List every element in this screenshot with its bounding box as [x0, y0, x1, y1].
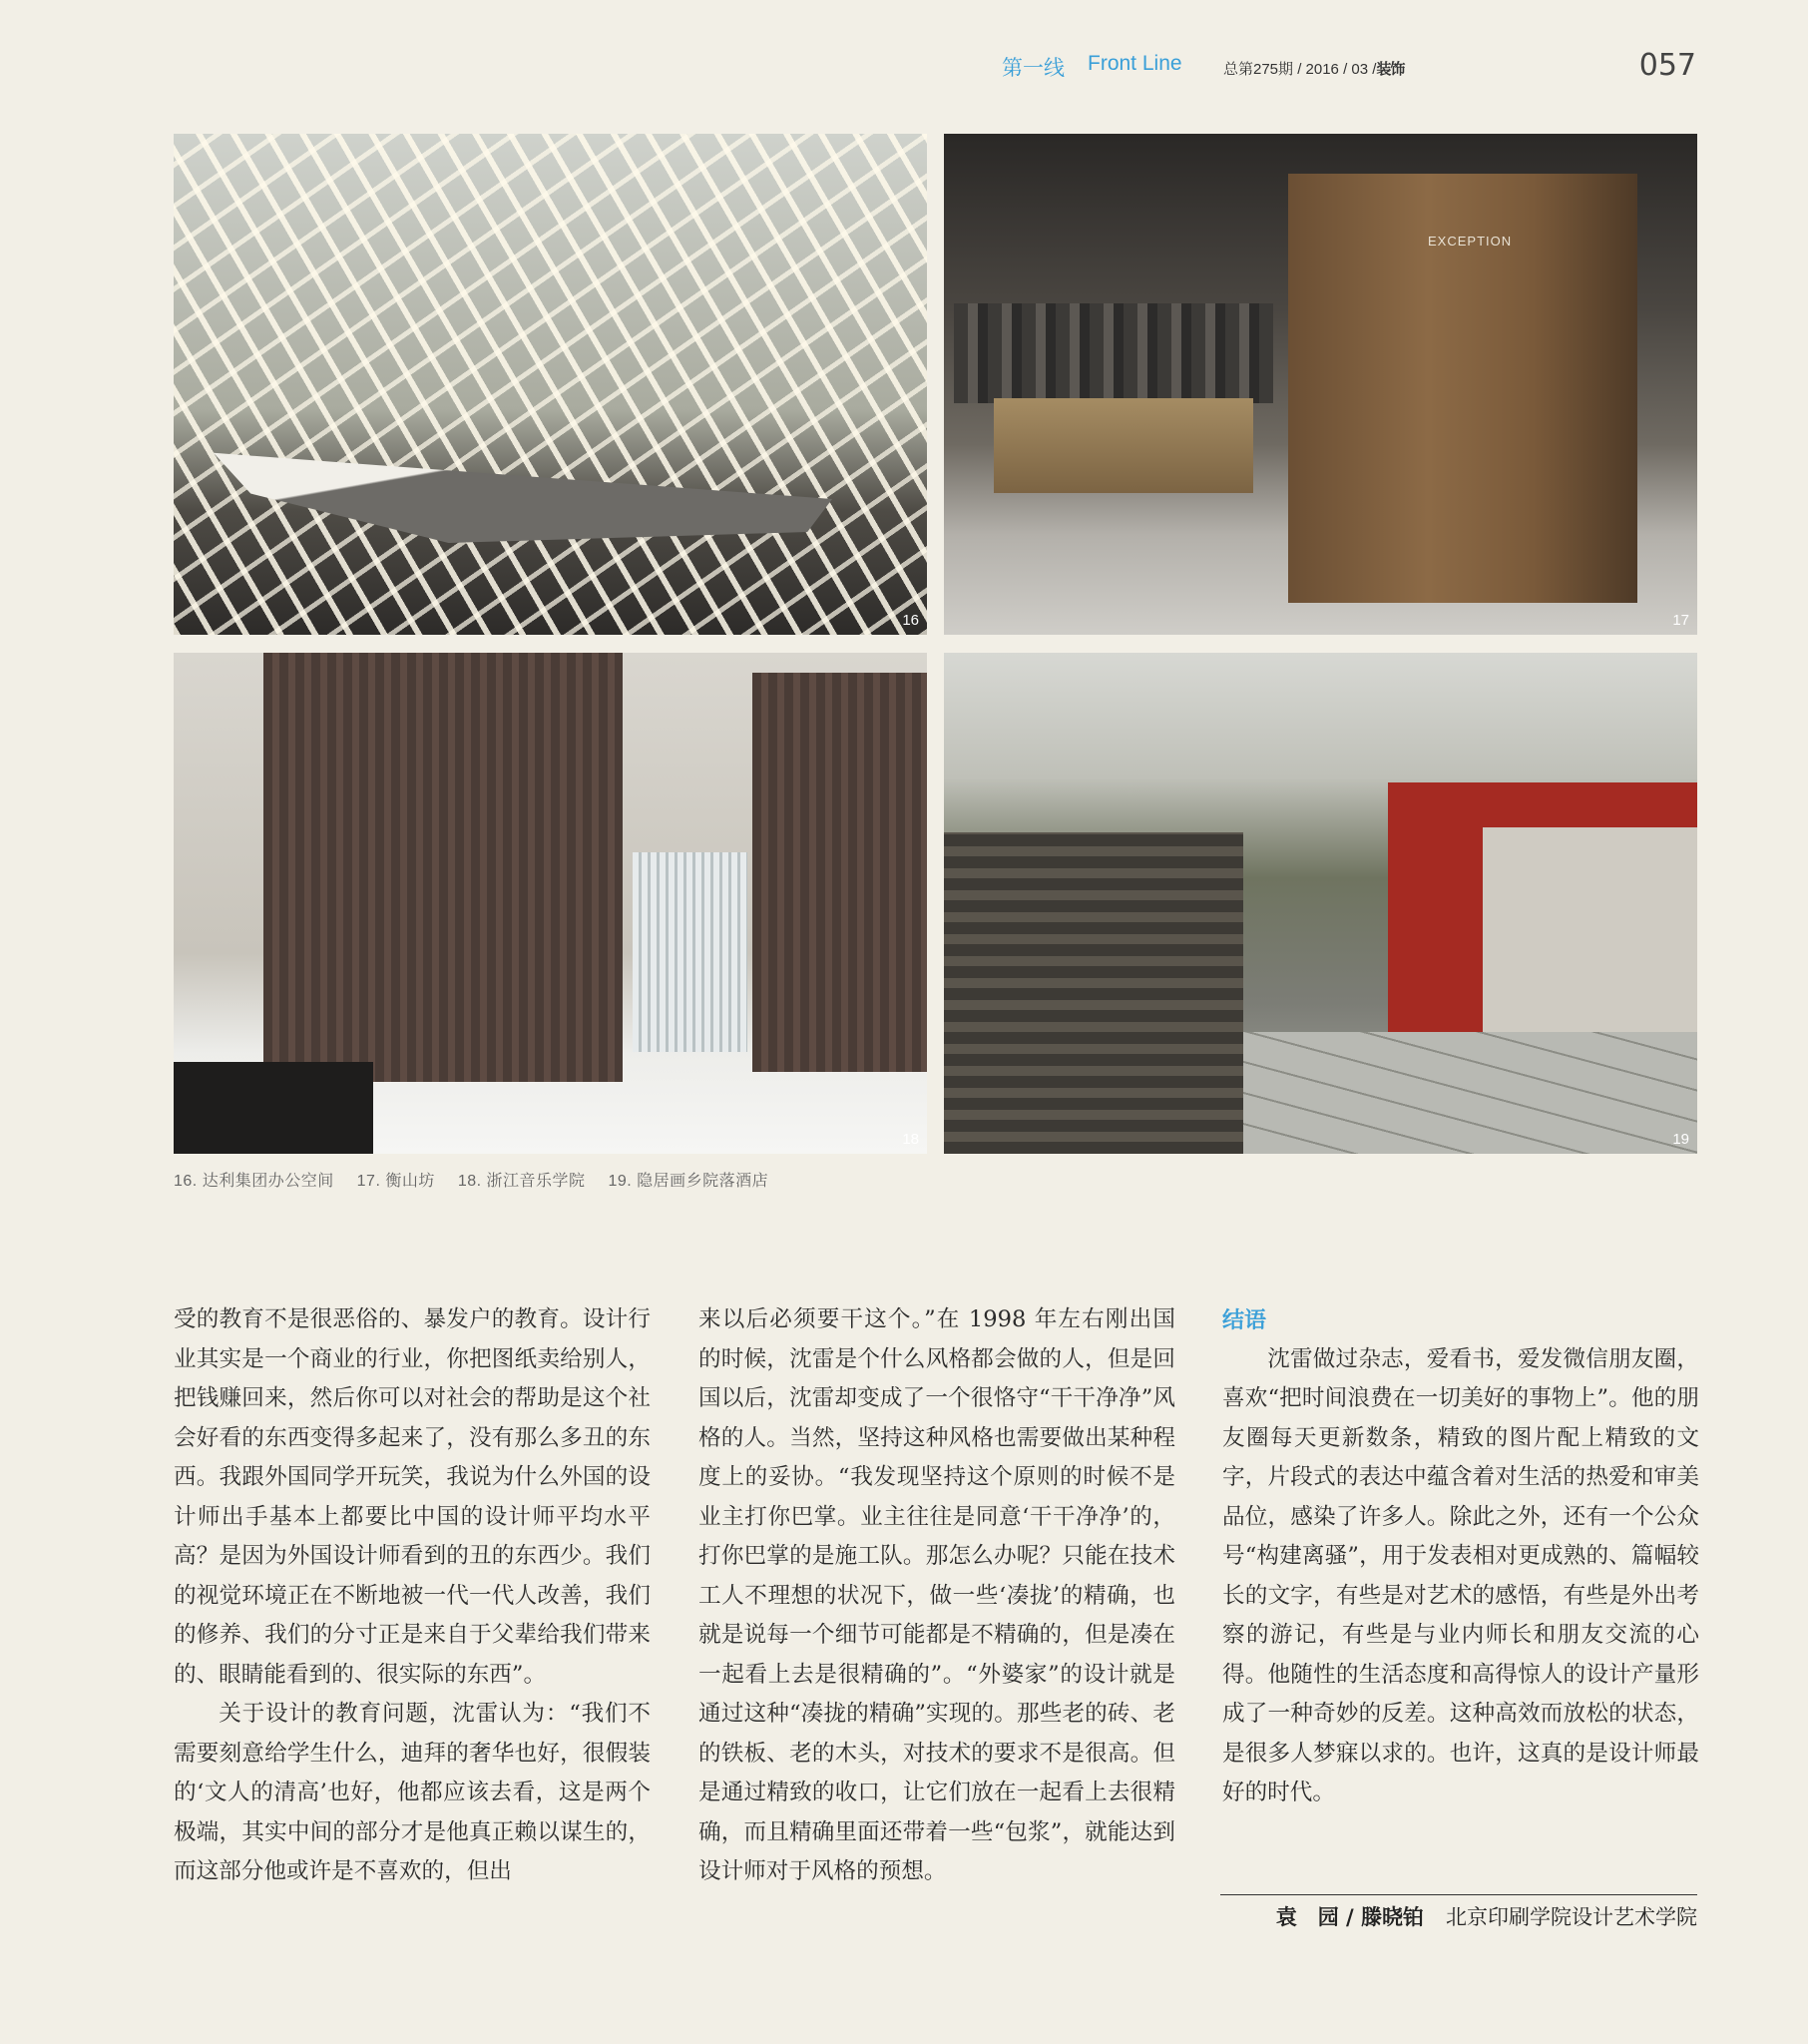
- photo-number: 18: [902, 1131, 919, 1148]
- paragraph: 沈雷做过杂志，爱看书，爱发微信朋友圈，喜欢“把时间浪费在一切美好的事物上”。他的朋友圈每天更新数条，精致的图片配上精致的文字，片段式的表达中蕴含着对生活的热爱和审美品位，感染了许多人。除此之外，还有一个公众号“构建离骚”，用于发表相对更成熟的、篇幅较长的文字，有些是对艺术的感悟，有些是外出考察的游记，有些是与业内师长和朋友交流的心得。他随性的生活态度和高得惊人的设计产量形成了一种奇妙的反差。这种高效而放松的状态，是很多人梦寐以求的。也许，这真的是设计师最好的时代。: [1222, 1345, 1699, 1805]
- caption-17: 17. 衡山坊: [356, 1173, 435, 1190]
- photo-captions: [174, 1168, 786, 1191]
- author-divider: [1220, 1894, 1697, 1895]
- photo-19-courtyard-hotel: [944, 653, 1697, 1154]
- page-number: 057: [1638, 48, 1696, 83]
- page-header: [1002, 48, 1700, 88]
- photo-18-zhejiang-conservatory: [174, 653, 927, 1154]
- caption-18: 18. 浙江音乐学院: [457, 1173, 586, 1190]
- glass-facade-shape: [633, 852, 747, 1052]
- photo-17-hengshanfang: [944, 134, 1697, 635]
- issue-number: 总第275期 / 2016 / 03 /: [1223, 61, 1377, 78]
- paragraph: 关于设计的教育问题，沈雷认为：“我们不需要刻意给学生什么，迪拜的奢华也好，很假装的‘文人的清高’也好，他都应该去看，这是两个极端，其实中间的部分才是他真正赖以谋生的，而这部分他或许是不喜欢的，但出: [174, 1701, 651, 1884]
- author-line: [1220, 1901, 1697, 1931]
- photo-16-office-space: [174, 134, 927, 635]
- stone-paving-shape: [1243, 1032, 1697, 1154]
- wood-column-shape: [752, 673, 927, 1072]
- paragraph: 来以后必须要干这个。”在 1998 年左右刚出国的时候，沈雷是个什么风格都会做的人，但是回国以后，沈雷却变成了一个很恪守“干干净净”风格的人。当然，坚持这种风格也需要做出某种程度上的妥协。“我发现坚持这个原则的时候不是业主打你巴掌。业主往往是同意‘干干净净’的，打你巴掌的是施工队。那怎么办呢？只能在技术工人不理想的状况下，做一些‘凑拢’的精确，也就是说每一个细节可能都是不精确的，但是凑在一起看上去是很精确的”。“外婆家”的设计就是通过这种“凑拢的精确”实现的。那些老的砖、老的铁板、老的木头，对技术的要求不是很高。但是通过精致的收口，让它们放在一起看上去很精确，而且精确里面还带着一些“包浆”，就能达到设计师对于风格的预想。: [698, 1306, 1175, 1884]
- article-column-2: [698, 1300, 1175, 1892]
- section-title-en: Front Line: [1088, 52, 1182, 75]
- reception-desk-shape: [174, 1062, 373, 1154]
- photo-number: 17: [1672, 612, 1689, 629]
- author-affiliation: 北京印刷学院设计艺术学院: [1446, 1905, 1697, 1929]
- issue-info: [1223, 58, 1404, 79]
- display-case-shape: [994, 398, 1253, 493]
- store-sign: EXCEPTION: [1428, 234, 1513, 249]
- magazine-logo: 装饰: [1376, 61, 1405, 78]
- doorway-shape: [1483, 827, 1697, 1032]
- photo-number: 16: [902, 612, 919, 629]
- caption-19: 19. 隐居画乡院落酒店: [608, 1173, 769, 1190]
- wood-wall-shape: [1288, 174, 1637, 603]
- photo-number: 19: [1672, 1131, 1689, 1148]
- reception-desk-shape: [214, 433, 832, 543]
- conclusion-heading: 结语: [1222, 1307, 1267, 1332]
- author-names: 袁 园 / 滕晓铂: [1275, 1904, 1424, 1929]
- clothing-rack-shape: [954, 303, 1273, 403]
- stone-wall-shape: [944, 832, 1243, 1154]
- article-column-3: [1222, 1300, 1699, 1813]
- article-column-1: [174, 1300, 651, 1892]
- section-title-cn: 第一线: [1002, 57, 1065, 80]
- caption-16: 16. 达利集团办公空间: [174, 1173, 334, 1190]
- paragraph: 受的教育不是很恶俗的、暴发户的教育。设计行业其实是一个商业的行业，你把图纸卖给别人，把钱赚回来，然后你可以对社会的帮助是这个社会好看的东西变得多起来了，没有那么多丑的东西。我跟外国同学开玩笑，我说为什么外国的设计师出手基本上都要比中国的设计师平均水平高？是因为外国设计师看到的丑的东西少。我们的视觉环境正在不断地被一代一代人改善，我们的修养、我们的分寸正是来自于父辈给我们带来的、眼睛能看到的、很实际的东西”。: [174, 1306, 651, 1688]
- wood-column-shape: [263, 653, 623, 1082]
